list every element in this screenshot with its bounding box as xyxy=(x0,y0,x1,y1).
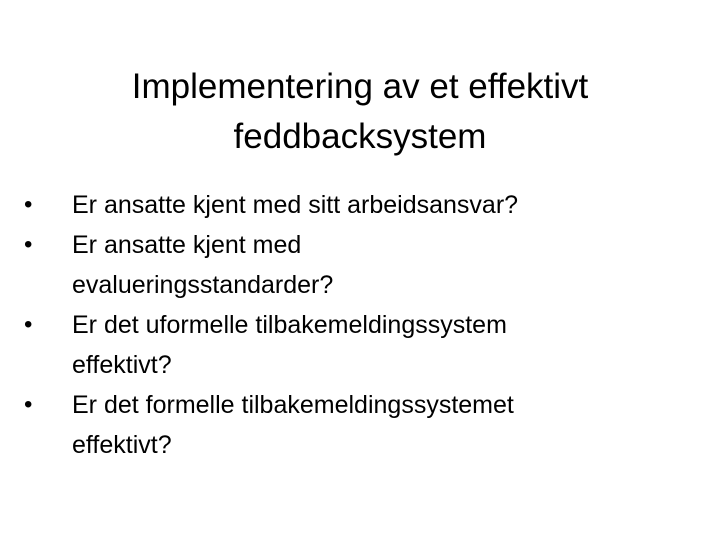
bullet-text: Er det uformelle tilbakemeldingssystem xyxy=(72,311,507,339)
slide-title-line-1: Implementering av et effektivt xyxy=(131,67,589,106)
bullet-item-2 xyxy=(24,225,704,305)
bullet-text-continuation: effektivt? xyxy=(72,431,172,459)
bullet-icon: • xyxy=(24,311,33,338)
bullet-text: Er ansatte kjent med sitt arbeidsansvar? xyxy=(72,191,519,219)
bullet-text-continuation: effektivt? xyxy=(72,351,172,379)
bullet-icon: • xyxy=(24,391,33,418)
slide-title-line-2: feddbacksystem xyxy=(233,117,487,156)
bullet-item-4 xyxy=(24,385,704,465)
slide-title xyxy=(40,62,680,162)
bullet-list xyxy=(24,185,704,465)
bullet-item-3 xyxy=(24,305,704,385)
bullet-icon: • xyxy=(24,231,33,258)
bullet-item-1 xyxy=(24,185,704,225)
bullet-text: Er ansatte kjent med xyxy=(72,231,302,259)
bullet-icon: • xyxy=(24,191,33,218)
bullet-text: Er det formelle tilbakemeldingssystemet xyxy=(72,391,514,419)
bullet-text-continuation: evalueringsstandarder? xyxy=(72,271,334,299)
